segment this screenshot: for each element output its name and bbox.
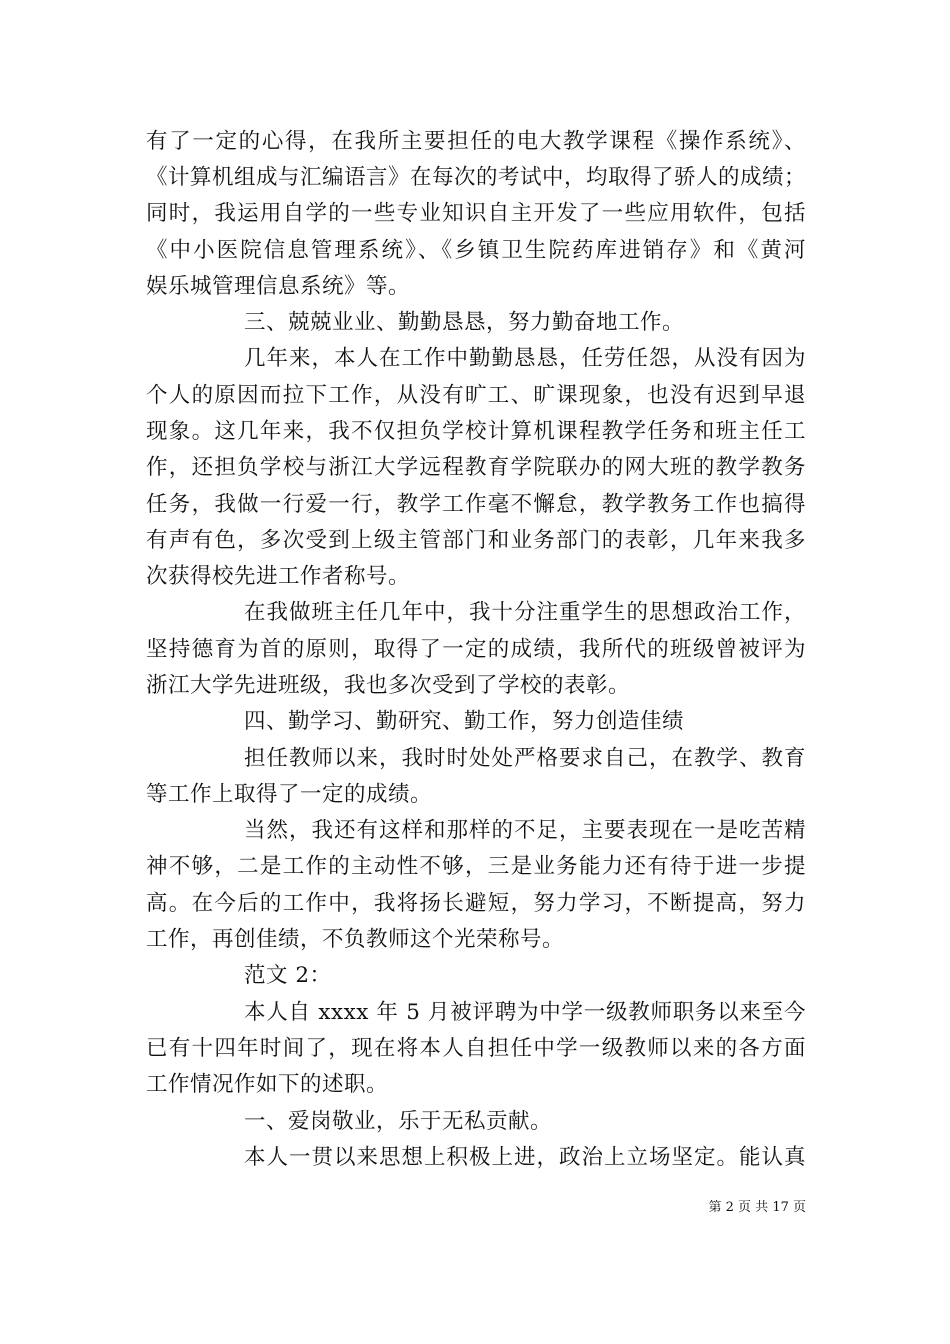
page-number: 第 2 页 共 17 页	[708, 1200, 806, 1215]
text-line: 有声有色，多次受到上级主管部门和业务部门的表彰，几年来我多	[146, 528, 806, 553]
text-line: 娱乐城管理信息系统》等。	[146, 274, 411, 299]
text-line: 已有十四年时间了，现在将本人自担任中学一级教师以来的各方面	[146, 1036, 806, 1061]
text-line: 次获得校先进工作者称号。	[146, 564, 411, 589]
text-line: 本人自 xxxx 年 5 月被评聘为中学一级教师职务以来至今	[244, 1000, 806, 1025]
text-line: 工作情况作如下的述职。	[146, 1072, 389, 1097]
text-line: 任务，我做一行爱一行，教学工作毫不懈怠，教学教务工作也搞得	[146, 492, 806, 517]
text-line: 有了一定的心得，在我所主要担任的电大教学课程《操作系统》、	[146, 129, 806, 154]
text-line: 个人的原因而拉下工作，从没有旷工、旷课现象，也没有迟到早退	[146, 383, 806, 408]
text-line: 工作，再创佳绩，不负教师这个光荣称号。	[146, 927, 565, 952]
text-line: 当然，我还有这样和那样的不足，主要表现在一是吃苦精	[244, 818, 806, 843]
text-line: 浙江大学先进班级，我也多次受到了学校的表彰。	[146, 673, 631, 698]
text-line: 担任教师以来，我时时处处严格要求自己，在教学、教育	[244, 746, 806, 771]
text-line: 同时，我运用自学的一些专业知识自主开发了一些应用软件，包括	[146, 201, 806, 226]
text-line: 神不够，二是工作的主动性不够，三是业务能力还有待于进一步提	[146, 854, 806, 879]
text-line: 高。在今后的工作中，我将扬长避短，努力学习，不断提高，努力	[146, 891, 806, 916]
section-heading: 四、勤学习、勤研究、勤工作，努力创造佳绩	[244, 709, 685, 734]
section-heading: 范文 2：	[244, 963, 332, 988]
text-line: 本人一贯以来思想上积极上进，政治上立场坚定。能认真	[244, 1145, 806, 1170]
text-line: 坚持德育为首的原则，取得了一定的成绩，我所代的班级曾被评为	[146, 637, 806, 662]
text-line: 等工作上取得了一定的成绩。	[146, 782, 433, 807]
text-line: 作，还担负学校与浙江大学远程教育学院联办的网大班的教学教务	[146, 455, 806, 480]
text-line: 现象。这几年来，我不仅担负学校计算机课程教学任务和班主任工	[146, 419, 806, 444]
text-line: 《中小医院信息管理系统》、《乡镇卫生院药库进销存》和《黄河	[146, 238, 806, 263]
text-line: 在我做班主任几年中，我十分注重学生的思想政治工作，	[244, 600, 806, 625]
section-heading: 一、爱岗敬业，乐于无私贡献。	[244, 1109, 553, 1134]
text-line: 几年来，本人在工作中勤勤恳恳，任劳任怨，从没有因为	[244, 346, 806, 371]
text-line: 《计算机组成与汇编语言》在每次的考试中，均取得了骄人的成绩；	[146, 165, 807, 190]
section-heading: 三、兢兢业业、勤勤恳恳，努力勤奋地工作。	[244, 310, 685, 335]
